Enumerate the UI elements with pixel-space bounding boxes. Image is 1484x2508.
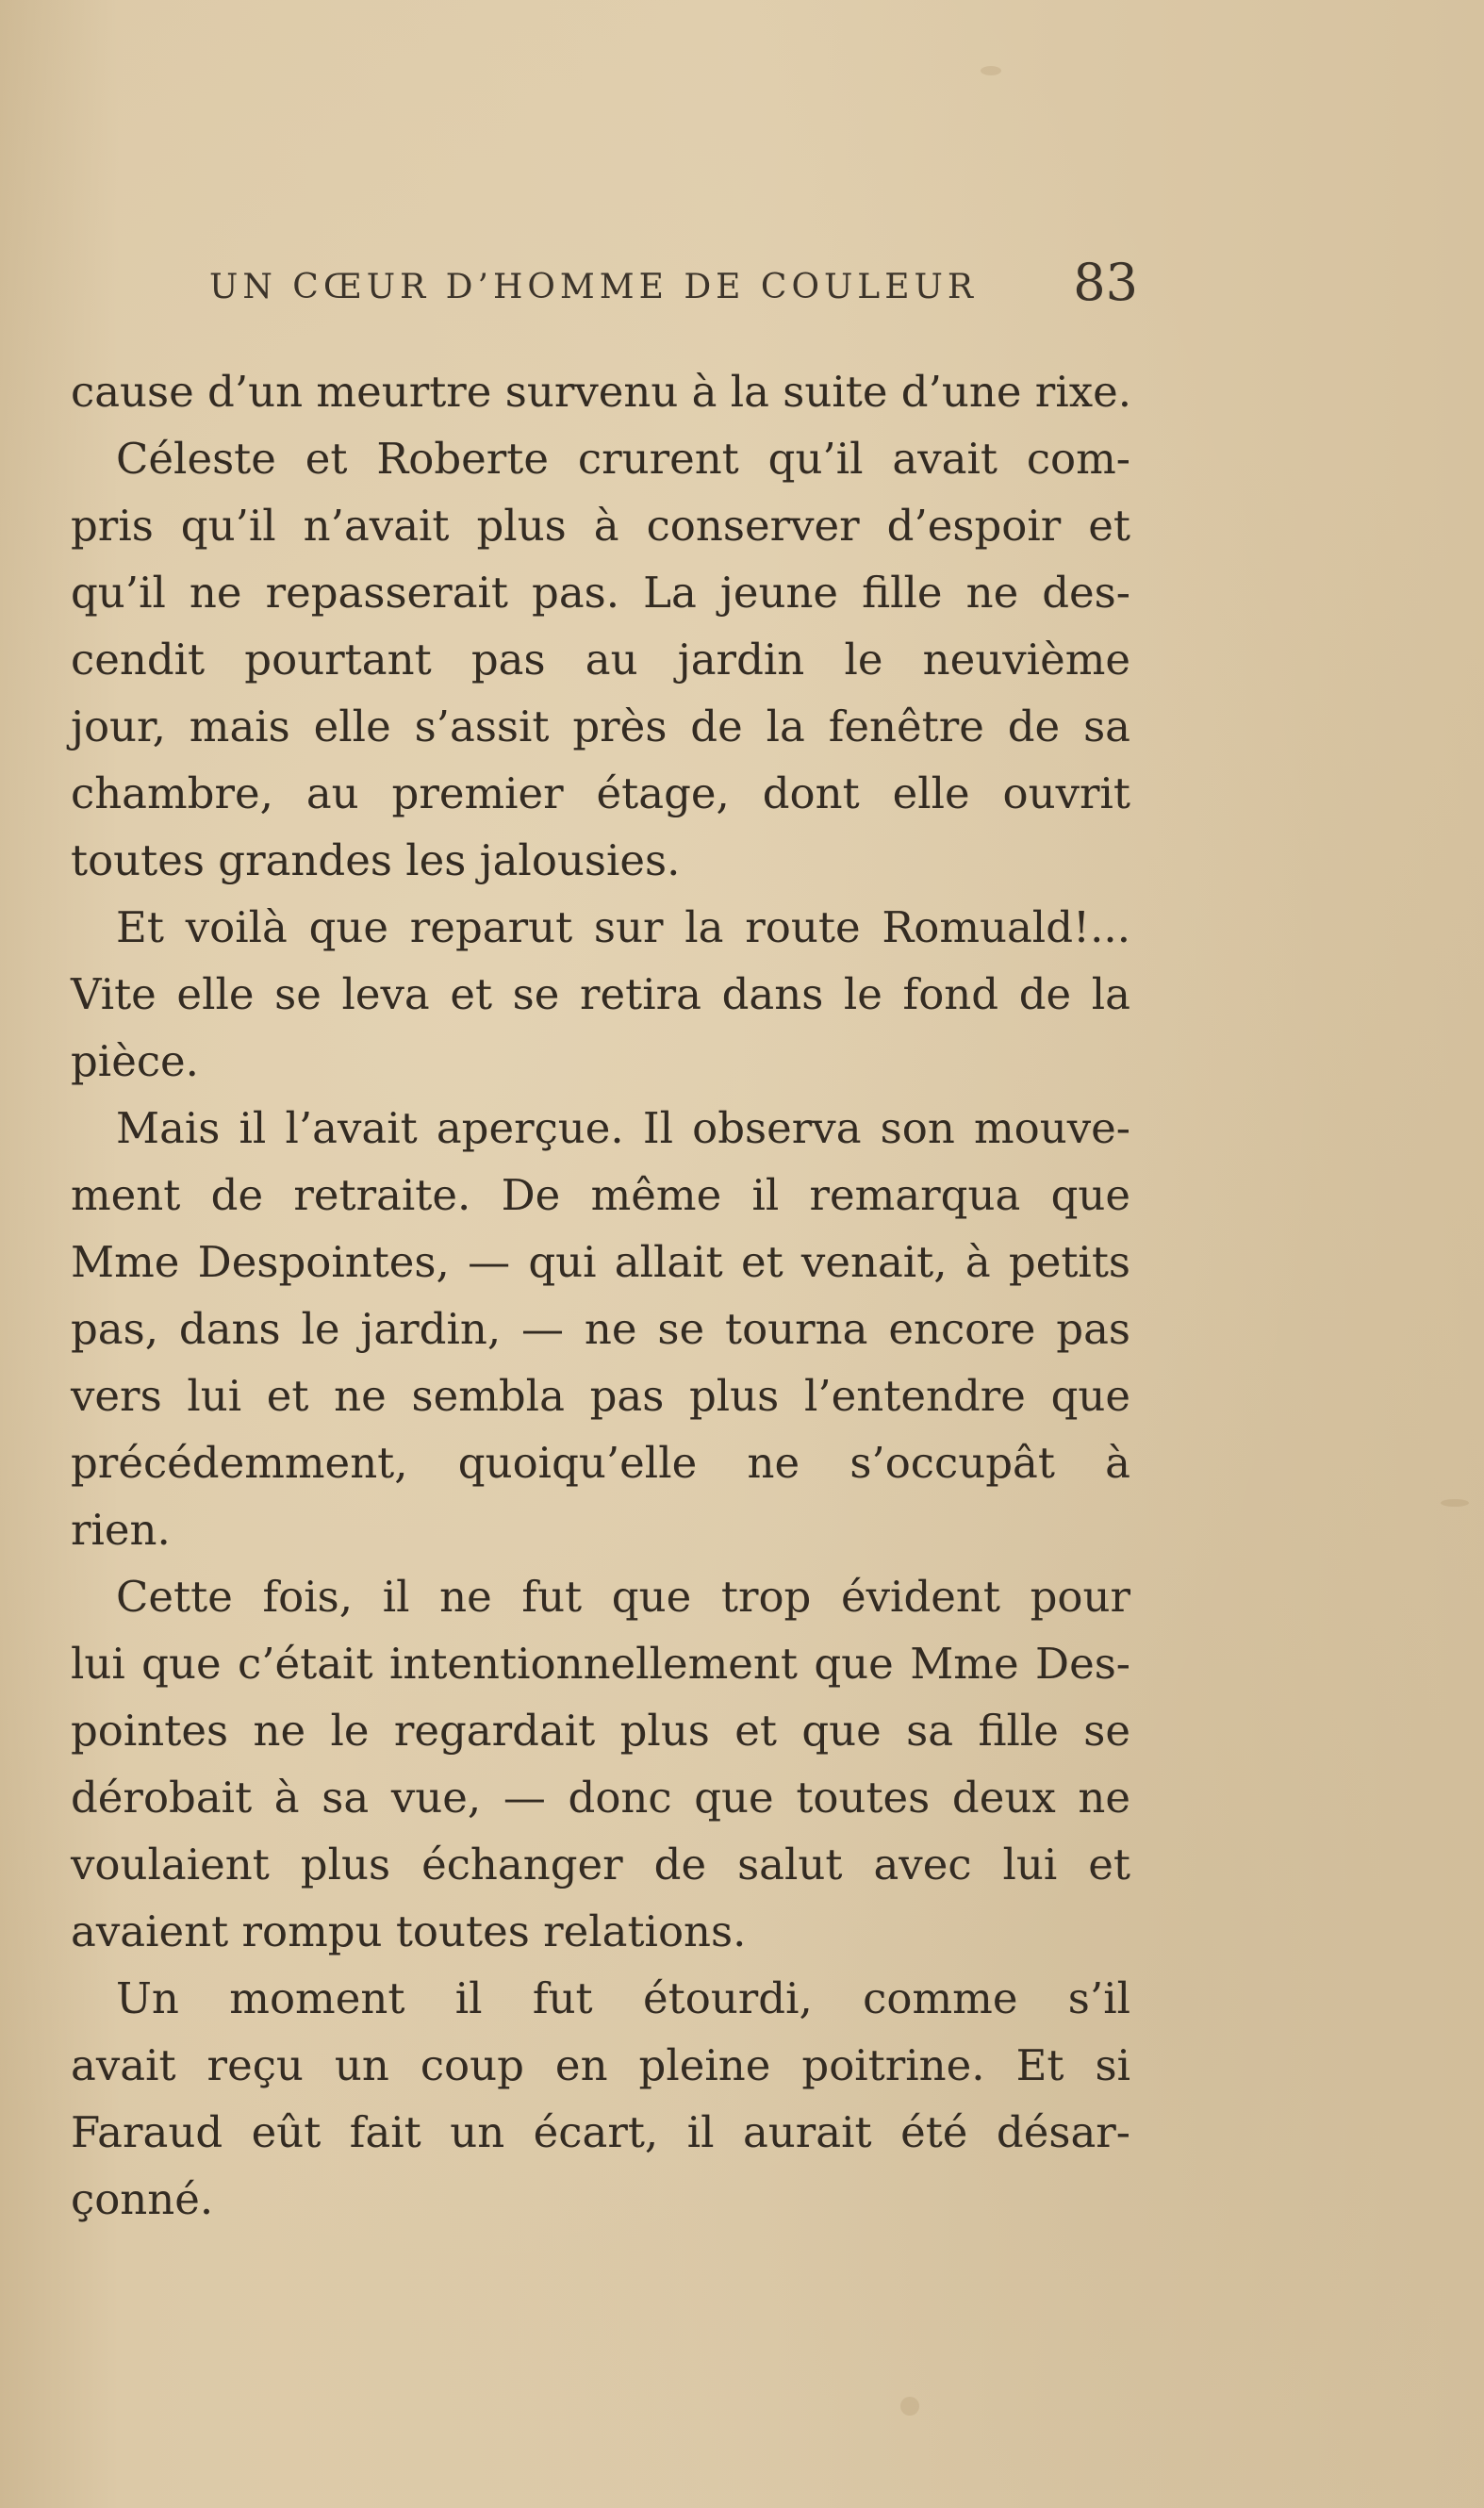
text-line: pièce.: [71, 1036, 199, 1086]
text-line: Faraud eût fait un écart, il aurait été désar-: [71, 2107, 1130, 2157]
text-line: toutes grandes les jalousies.: [71, 835, 681, 885]
text-line: cause d’un meurtre survenu à la suite d’une rixe.: [71, 367, 1132, 417]
paper-stain: [981, 66, 1001, 75]
text-line: ment de retraite. De même il remarqua que: [71, 1170, 1130, 1220]
text-line: rien.: [71, 1505, 171, 1555]
text-line: Vite elle se leva et se retira dans le fond de la: [71, 969, 1130, 1019]
text-line: Cette fois, il ne fut que trop évident pour: [116, 1572, 1130, 1622]
text-line: Mme Despointes, — qui allait et venait, à petits: [71, 1237, 1130, 1287]
running-head: [209, 253, 1138, 319]
text-line: jour, mais elle s’assit près de la fenêtre de sa: [71, 701, 1130, 751]
text-line: avait reçu un coup en pleine poitrine. Et si: [71, 2040, 1130, 2090]
text-line: dérobait à sa vue, — donc que toutes deux ne: [71, 1773, 1130, 1823]
text-line: chambre, au premier étage, dont elle ouvrit: [71, 768, 1130, 818]
page-number: 83: [1073, 253, 1138, 312]
text-line: cendit pourtant pas au jardin le neuvième: [71, 635, 1130, 685]
text-line: lui que c’était intentionnellement que Mme Des-: [71, 1639, 1130, 1689]
text-line: précédemment, quoiqu’elle ne s’occupât à: [71, 1438, 1130, 1488]
text-line: pas, dans le jardin, — ne se tourna encore pas: [71, 1304, 1130, 1354]
text-line: pris qu’il n’avait plus à conserver d’espoir et: [71, 501, 1130, 551]
text-line: Mais il l’avait aperçue. Il observa son mouve-: [116, 1103, 1130, 1153]
paper-stain: [900, 2397, 919, 2416]
text-line: Et voilà que reparut sur la route Romuald!...: [116, 902, 1130, 952]
body-text: [71, 358, 1130, 2233]
text-line: pointes ne le regardait plus et que sa fille se: [71, 1706, 1130, 1756]
paper-stain: [1441, 1499, 1469, 1507]
text-line: Un moment il fut étourdi, comme s’il: [116, 1973, 1130, 2023]
text-line: qu’il ne repasserait pas. La jeune fille ne des-: [71, 568, 1130, 618]
text-line: avaient rompu toutes relations.: [71, 1906, 747, 1956]
running-title: UN CŒUR D’HOMME DE COULEUR: [209, 268, 978, 306]
text-line: vers lui et ne sembla pas plus l’entendre que: [71, 1371, 1130, 1421]
text-line: çonné.: [71, 2174, 214, 2224]
text-line: voulaient plus échanger de salut avec lui et: [71, 1840, 1130, 1889]
text-line: Céleste et Roberte crurent qu’il avait com-: [116, 434, 1130, 484]
